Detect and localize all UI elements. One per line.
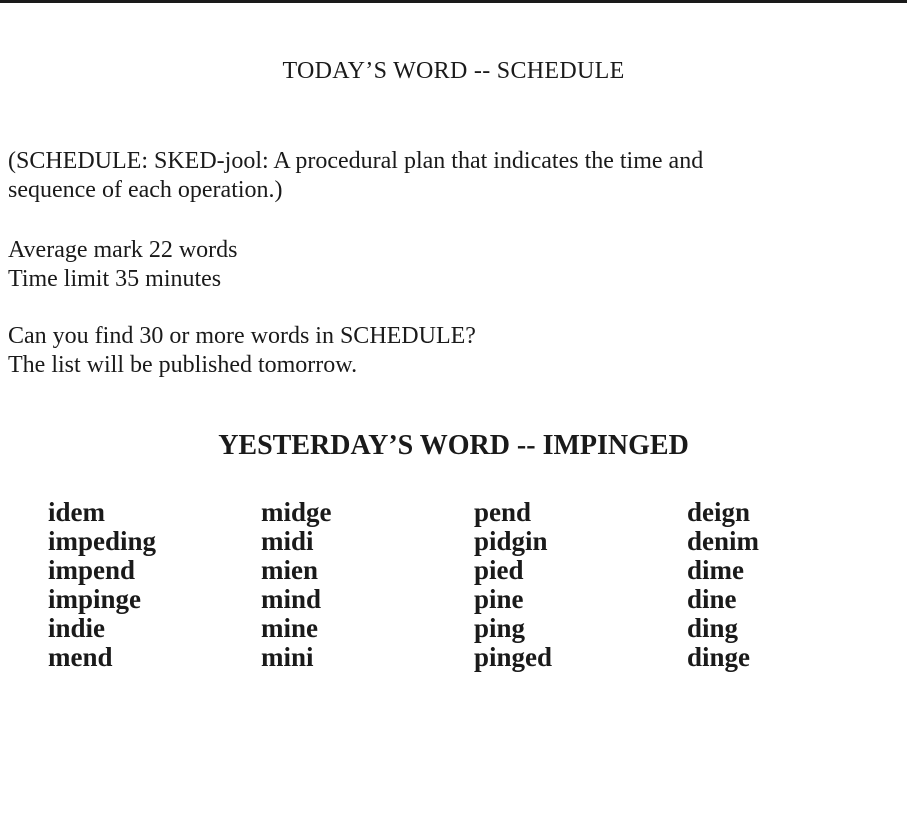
word-item: idem — [48, 497, 105, 527]
top-rule — [0, 0, 907, 3]
todays-word-title: TODAY’S WORD -- SCHEDULE — [282, 58, 625, 84]
challenge — [8, 322, 898, 380]
word-item: mini — [261, 642, 314, 672]
word-item: pine — [474, 584, 524, 614]
word-column — [261, 498, 474, 672]
challenge-question: Can you find 30 or more words in SCHEDULE? — [8, 323, 476, 349]
word-item: indie — [48, 613, 106, 643]
word-item: mend — [48, 642, 113, 672]
time-limit: Time limit 35 minutes — [8, 266, 222, 292]
publish-note: The list will be published tomorrow. — [8, 352, 358, 378]
yesterdays-word-title: YESTERDAY’S WORD -- IMPINGED — [218, 430, 689, 461]
stats — [8, 236, 898, 294]
word-item: ding — [687, 613, 739, 643]
word-item: impinge — [48, 584, 142, 614]
word-item: ping — [474, 613, 526, 643]
word-item: mind — [261, 584, 322, 614]
word-item: pend — [474, 497, 532, 527]
word-item: impend — [48, 555, 136, 585]
word-item: dinge — [687, 642, 751, 672]
definition-line: (SCHEDULE: SKED-jool: A procedural plan that indicates the time and — [8, 148, 704, 174]
word-column — [687, 498, 900, 672]
word-list — [48, 498, 900, 672]
word-item: mien — [261, 555, 318, 585]
word-item: pinged — [474, 642, 553, 672]
word-column — [48, 498, 261, 672]
word-item: pidgin — [474, 526, 548, 556]
word-item: dine — [687, 584, 737, 614]
word-item: midi — [261, 526, 314, 556]
average-mark: Average mark 22 words — [8, 237, 238, 263]
word-item: impeding — [48, 526, 157, 556]
word-item: deign — [687, 497, 751, 527]
definition — [8, 147, 898, 205]
word-item: pied — [474, 555, 524, 585]
definition-line: sequence of each operation.) — [8, 177, 283, 203]
word-item: midge — [261, 497, 332, 527]
word-item: dime — [687, 555, 744, 585]
word-item: mine — [261, 613, 318, 643]
word-item: denim — [687, 526, 760, 556]
word-column — [474, 498, 687, 672]
